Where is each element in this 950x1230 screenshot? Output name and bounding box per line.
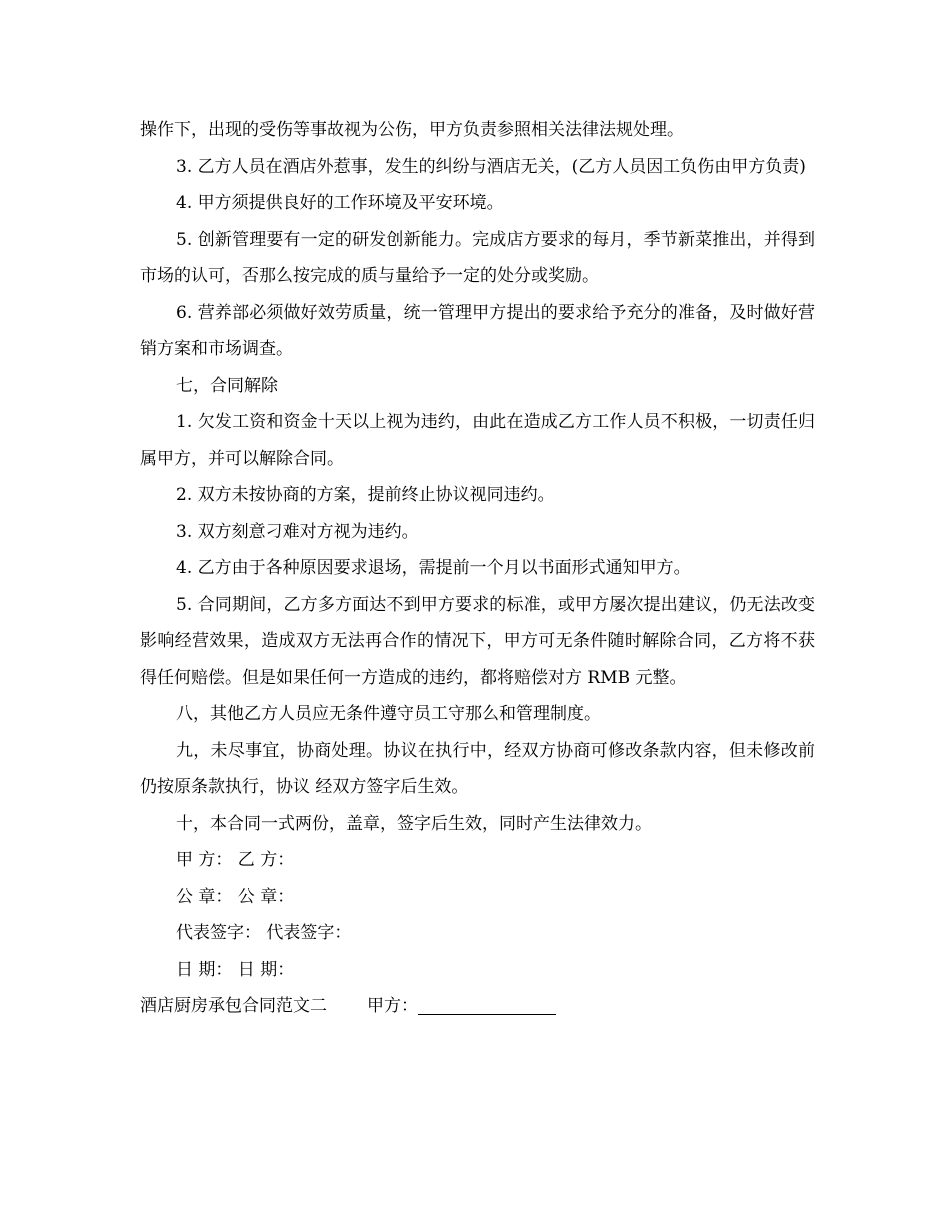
clause-7-1: 1. 欠发工资和资金十天以上视为违约，由此在造成乙方工作人员不积极，一切责任归属甲方，并可以解除合同。 xyxy=(140,412,815,469)
clause-7-5: 5. 合同期间，乙方多方面达不到甲方要求的标准，或甲方屡次提出建议，仍无法改变影响经营效果，造成双方无法再合作的情况下，甲方可无条件随时解除合同，乙方将不获得任何赔偿。但是如果任何一方造成的违约，都将赔偿对方 RMB 元整。 xyxy=(140,594,815,688)
clause-6-4: 4. 甲方须提供良好的工作环境及平安环境。 xyxy=(176,193,504,213)
party-a-blank-field[interactable] xyxy=(418,994,556,1015)
section-heading-7: 七，合同解除 xyxy=(176,375,278,396)
sample-two-title: 酒店厨房承包合同范文二 xyxy=(140,996,327,1016)
clause-6-6: 6. 营养部必须做好效劳质量，统一管理甲方提出的要求给予充分的准备，及时做好营销方案和市场调查。 xyxy=(140,302,815,359)
clause-7-4: 4. 乙方由于各种原因要求退场，需提前一个月以书面形式通知甲方。 xyxy=(176,558,691,578)
paragraph-continuation: 操作下，出现的受伤等事故视为公伤，甲方负责参照相关法律法规处理。 xyxy=(140,120,684,140)
section-9: 九，未尽事宜，协商处理。协议在执行中，经双方协商可修改条款内容，但未修改前仍按原条款执行，协议 经双方签字后生效。 xyxy=(140,740,815,797)
signature-seal-line: 公 章： 公 章： xyxy=(176,886,295,907)
signature-party-line: 甲 方： 乙 方： xyxy=(176,850,295,870)
sample-two-heading-line xyxy=(140,988,815,1025)
signature-date-line: 日 期： 日 期： xyxy=(176,959,295,980)
section-8: 八，其他乙方人员应无条件遵守员工守那么和管理制度。 xyxy=(176,704,601,724)
signature-representative-line: 代表签字： 代表签字： xyxy=(176,923,352,943)
document-body xyxy=(140,112,815,1025)
party-a-label: 甲方： xyxy=(367,996,418,1016)
clause-6-5: 5. 创新管理要有一定的研发创新能力。完成店方要求的每月，季节新菜推出，并得到市场的认可，否那么按完成的质与量给予一定的处分或奖励。 xyxy=(140,229,815,286)
clause-7-2: 2. 双方未按协商的方案，提前终止协议视同违约。 xyxy=(176,485,555,505)
clause-6-3: 3. 乙方人员在酒店外惹事，发生的纠纷与酒店无关，(乙方人员因工负伤由甲方负责) xyxy=(176,156,806,177)
clause-7-3: 3. 双方刻意刁难对方视为违约。 xyxy=(176,521,419,542)
section-10: 十，本合同一式两份，盖章，签字后生效，同时产生法律效力。 xyxy=(176,813,652,834)
